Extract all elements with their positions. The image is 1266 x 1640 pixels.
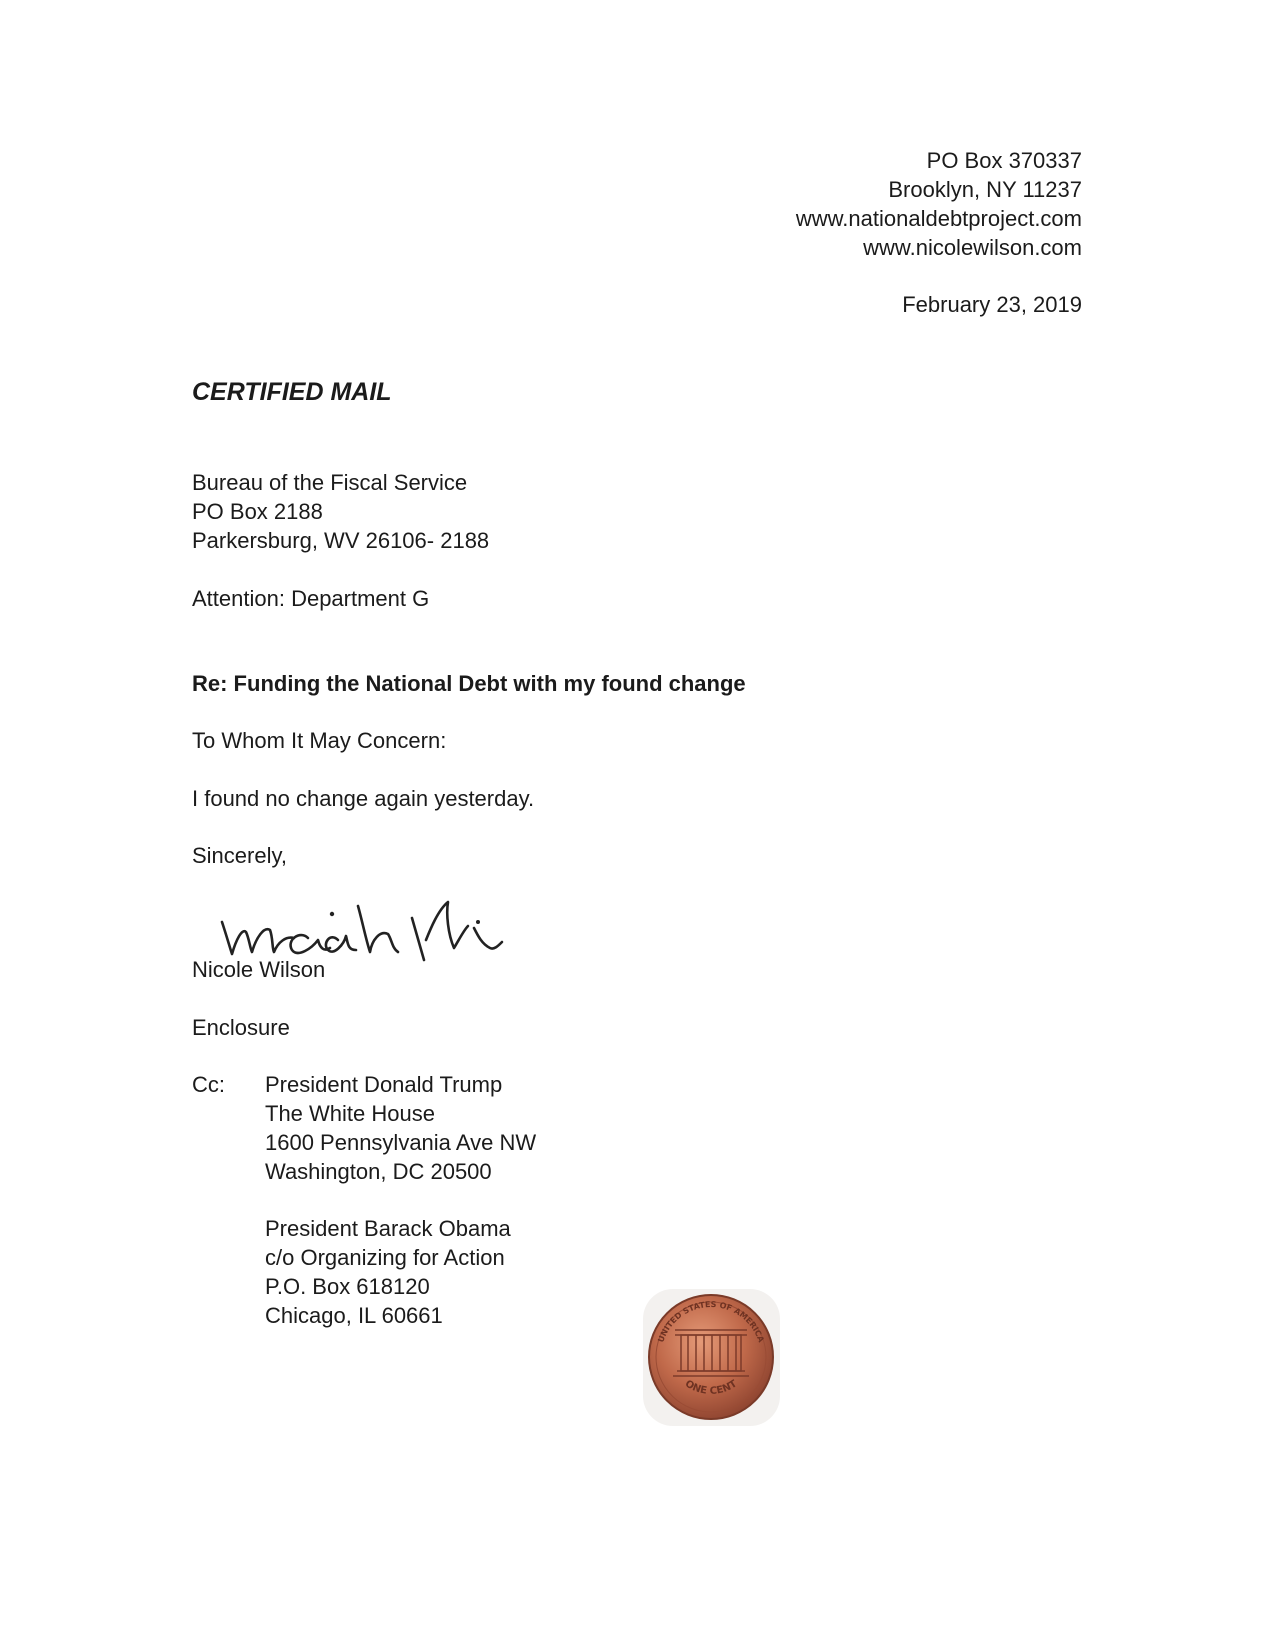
cc-recipient-2-line-4: Chicago, IL 60661 <box>265 1303 443 1328</box>
sender-city: Brooklyn, NY 11237 <box>888 177 1082 202</box>
coin-top-text: UNITED STATES OF AMERICA <box>656 1299 766 1344</box>
penny-coin-image <box>639 1285 784 1430</box>
salutation: To Whom It May Concern: <box>192 728 447 753</box>
cc-recipient-1-line-2: The White House <box>265 1101 435 1126</box>
sender-website-1: www.nationaldebtproject.com <box>795 206 1082 231</box>
recipient-city: Parkersburg, WV 26106- 2188 <box>192 528 490 553</box>
cc-recipient-1-line-1: President Donald Trump <box>265 1072 503 1097</box>
coin-bottom-text: ONE CENT <box>682 1378 740 1398</box>
cc-recipient-2-line-3: P.O. Box 618120 <box>265 1274 430 1299</box>
cc-recipient-1-line-4: Washington, DC 20500 <box>265 1159 492 1184</box>
closing: Sincerely, <box>192 843 287 868</box>
cc-recipient-2-line-1: President Barack Obama <box>265 1216 511 1241</box>
sender-po-box: PO Box 370337 <box>926 148 1082 173</box>
letter-date: February 23, 2019 <box>902 292 1082 317</box>
certified-mail-heading: CERTIFIED MAIL <box>192 378 392 406</box>
cc-label: Cc: <box>192 1072 225 1097</box>
enclosure-line: Enclosure <box>192 1015 290 1040</box>
body-text: I found no change again yesterday. <box>192 786 535 811</box>
attention-line: Attention: Department G <box>192 586 430 611</box>
recipient-name: Bureau of the Fiscal Service <box>192 470 468 495</box>
sender-website-2: www.nicolewilson.com <box>863 235 1082 260</box>
cc-recipient-2-line-2: c/o Organizing for Action <box>265 1245 505 1270</box>
subject-line: Re: Funding the National Debt with my found change <box>192 671 746 696</box>
cc-recipient-1-line-3: 1600 Pennsylvania Ave NW <box>265 1130 537 1155</box>
signer-name: Nicole Wilson <box>192 957 326 982</box>
recipient-po-box: PO Box 2188 <box>192 499 323 524</box>
